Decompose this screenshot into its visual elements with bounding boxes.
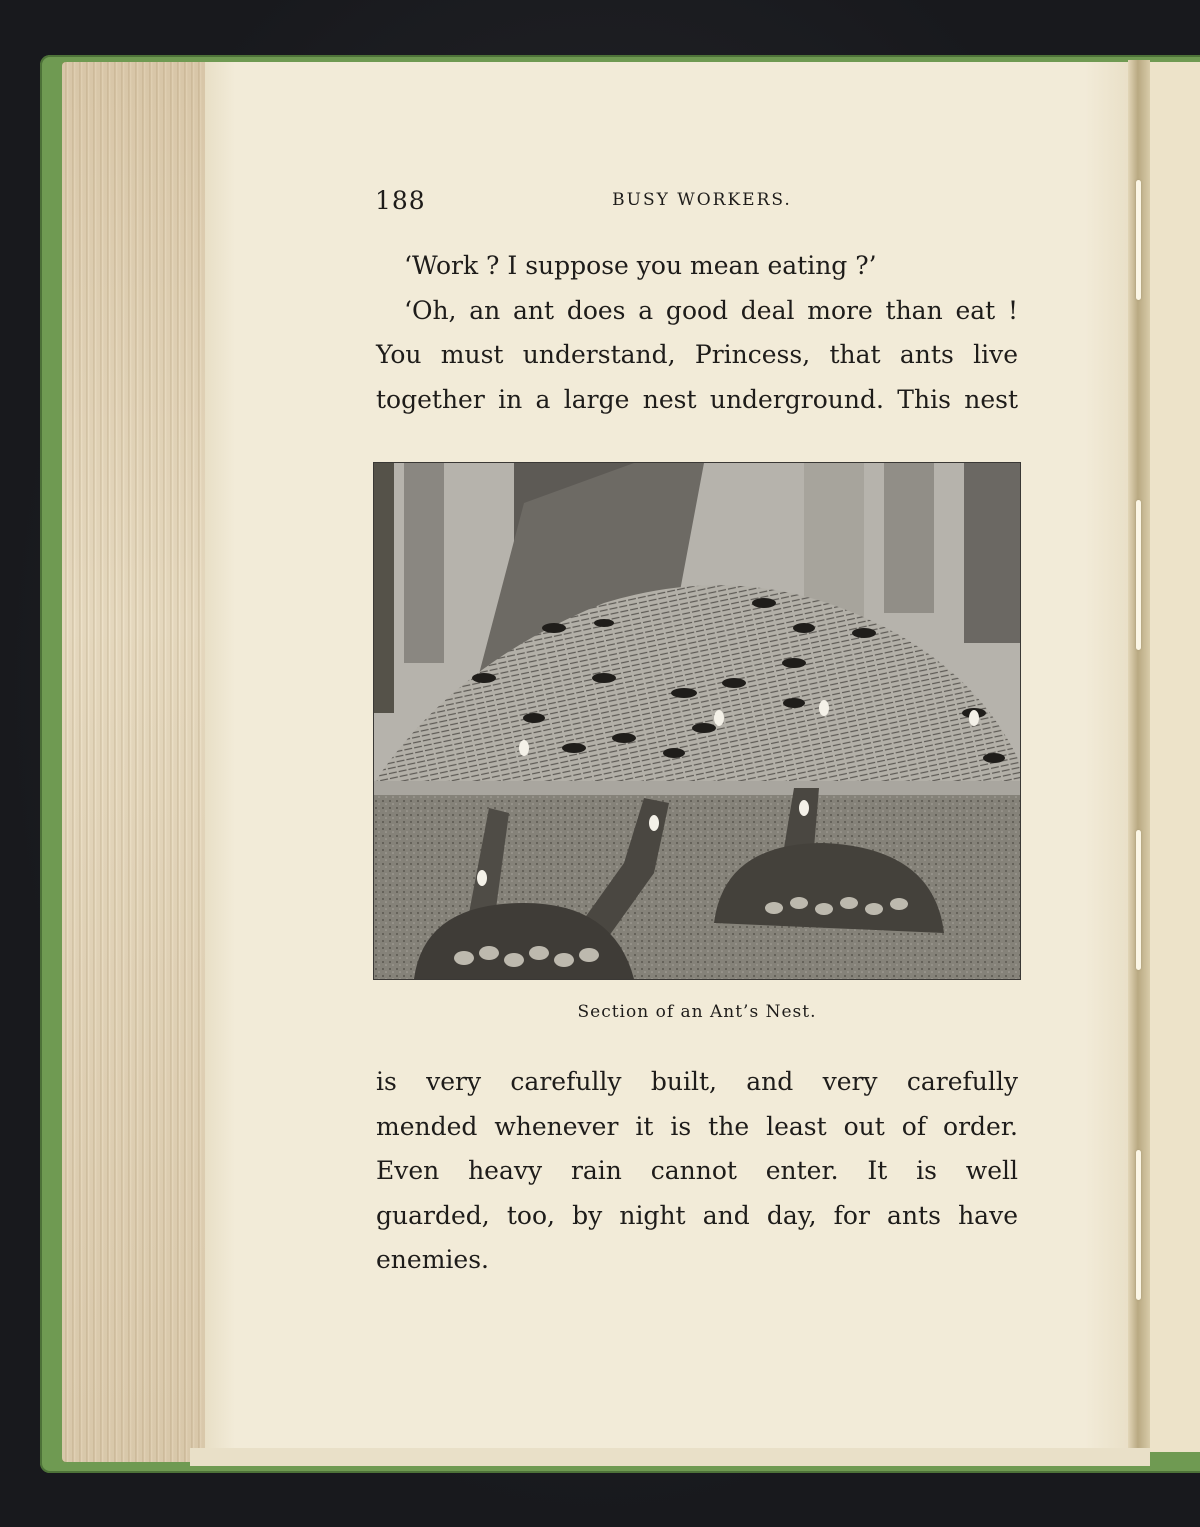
figure-caption: Section of an Ant’s Nest. <box>577 1002 817 1022</box>
text-line: is very carefully built, and very carefully <box>376 1067 1018 1096</box>
text-line: You must understand, Princess, that ants live <box>376 340 1018 369</box>
page-bottom-edge <box>190 1448 1150 1466</box>
illustration-drawing <box>374 463 1020 979</box>
paragraph-bottom <box>376 1060 1018 1283</box>
chapter-title: BUSY WORKERS. <box>612 190 792 210</box>
text-line: ‘Oh, an ant does a good deal more than eat ! <box>404 295 1018 325</box>
binding-thread <box>1136 830 1141 970</box>
page-number: 188 <box>375 186 426 215</box>
text-line: ‘Work ? I suppose you mean eating ?’ <box>404 251 877 280</box>
text-line: together in a large nest underground. This nest <box>376 384 1018 414</box>
facing-page <box>1145 62 1200 1452</box>
text-line: guarded, too, by night and day, for ants have <box>376 1200 1018 1230</box>
text-line: enemies. <box>376 1245 489 1274</box>
mound-edge <box>374 781 1020 795</box>
binding-thread <box>1136 180 1141 300</box>
binding-thread <box>1136 500 1141 650</box>
ant-nest-illustration <box>373 462 1021 980</box>
text-line: mended whenever it is the least out of order. <box>376 1111 1018 1141</box>
binding-thread <box>1136 1150 1141 1300</box>
text-line: Even heavy rain cannot enter. It is well <box>376 1156 1018 1185</box>
page-edges <box>62 62 222 1462</box>
running-head <box>372 186 1022 220</box>
paragraph-top <box>376 244 1018 422</box>
